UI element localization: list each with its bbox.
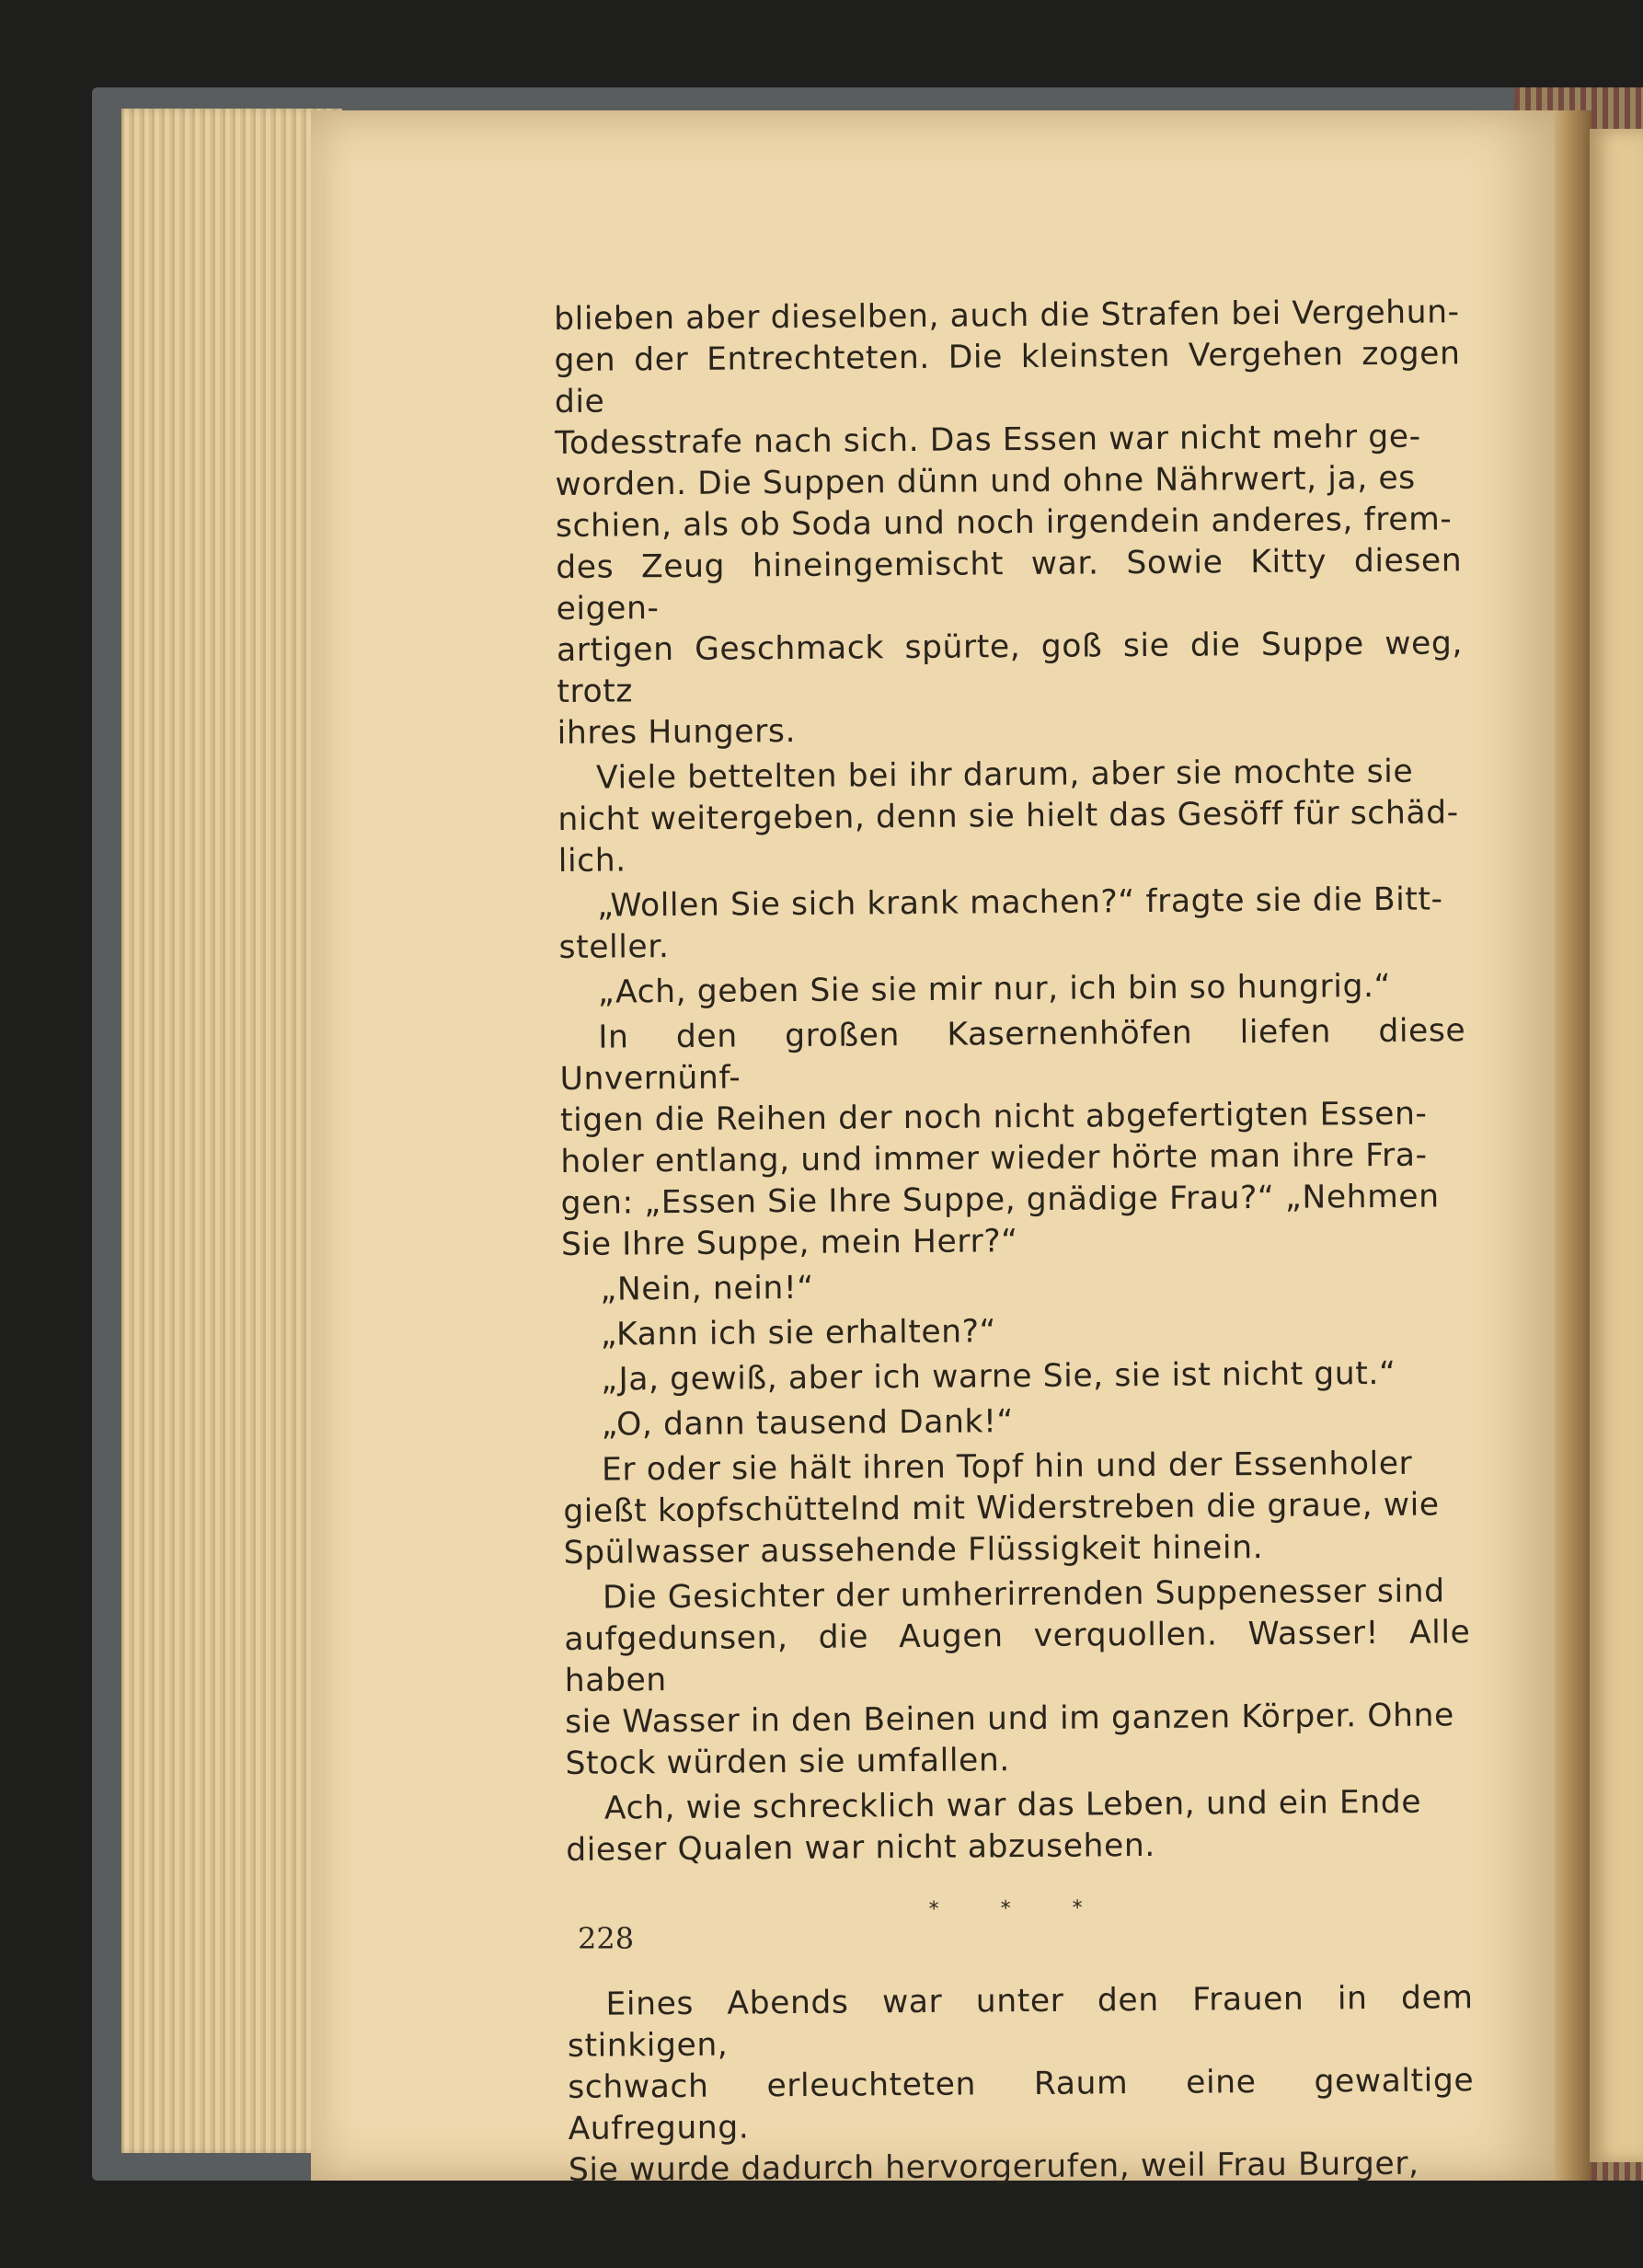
text-line: Eines Abends war unter den Frauen in dem stinkigen, <box>567 1979 1474 2065</box>
text-line: dieser Qualen war nicht abzusehen. <box>566 1826 1156 1869</box>
text-line: schwach erleuchteten Raum eine gewaltige Aufregung. <box>568 2062 1475 2147</box>
text-line: gen der Entrechteten. Die kleinsten Vergehen zogen die <box>554 335 1461 420</box>
paragraph <box>563 1443 1470 1574</box>
text-line: Ach, wie schrecklich war das Leben, und ein Ende <box>603 1783 1422 1827</box>
text-block-main <box>554 292 1472 1871</box>
text-block-after-separator <box>567 1977 1475 2192</box>
paragraph <box>557 751 1465 882</box>
text-line: tigen die Reihen der noch nicht abgefertigten Essen- <box>559 1095 1428 1139</box>
paragraph <box>559 965 1465 1014</box>
text-line: In den großen Kasernenhöfen liefen diese Unvernünf- <box>559 1012 1466 1098</box>
paragraph <box>558 879 1465 969</box>
page-number: 228 <box>578 1921 635 1956</box>
paragraph <box>559 1010 1467 1266</box>
paragraph <box>554 292 1464 754</box>
text-line: worden. Die Suppen dünn und ohne Nährwert, ja, es <box>555 459 1416 503</box>
text-line: artigen Geschmack spürte, goß sie die Suppe weg, trotz <box>556 625 1464 710</box>
text-line: „Ach, geben Sie sie mir nur, ich bin so hungrig.“ <box>597 967 1392 1011</box>
text-line: „Nein, nein!“ <box>600 1269 814 1308</box>
paragraph <box>561 1262 1467 1311</box>
paragraph <box>567 1977 1475 2192</box>
text-line: gen: „Essen Sie Ihre Suppe, gnädige Frau?“ „Nehmen <box>560 1178 1440 1222</box>
text-line: schien, als ob Soda und noch irgendein anderes, frem- <box>555 501 1453 545</box>
page-gutter <box>1555 110 1591 2181</box>
text-line: Todesstrafe nach sich. Das Essen war nicht mehr ge- <box>555 418 1421 462</box>
text-line: sie Wasser in den Beinen und im ganzen Körper. Ohne <box>564 1697 1454 1741</box>
paragraph <box>562 1307 1468 1356</box>
text-line: gießt kopfschüttelnd mit Widerstreben die graue, wie <box>563 1486 1440 1530</box>
paragraph <box>564 1571 1472 1785</box>
text-line: nicht weitergeben, denn sie hielt das Gesöff für schäd- <box>557 794 1459 838</box>
text-line: steller. <box>558 928 670 966</box>
paragraph <box>562 1353 1468 1401</box>
text-line: aufgedunsen, die Augen verquollen. Wasser! Alle haben <box>564 1614 1471 1699</box>
text-line: holer entlang, und immer wieder hörte man ihre Fra- <box>560 1136 1428 1180</box>
text-line: Viele bettelten bei ihr darum, aber sie mochte sie <box>595 753 1414 797</box>
text-line: Sie wurde dadurch hervorgerufen, weil Frau Burger, <box>568 2145 1419 2189</box>
text-line: „O, dann tausend Dank!“ <box>601 1403 1015 1444</box>
text-line: des Zeug hineingemischt war. Sowie Kitty diesen eigen- <box>556 542 1463 627</box>
text-line: „Wollen Sie sich krank machen?“ fragte sie die Bitt- <box>597 881 1443 925</box>
text-line: blieben aber dieselben, auch die Strafen bei Vergehun- <box>554 294 1460 338</box>
paragraph <box>566 1781 1473 1871</box>
text-line: Spülwasser aussehende Flüssigkeit hinein. <box>563 1528 1264 1571</box>
text-line: Die Gesichter der umherirrenden Suppenesser sind <box>602 1572 1445 1617</box>
text-line: „Kann ich sie erhalten?“ <box>600 1313 997 1353</box>
section-separator: * * * <box>928 1896 1110 1921</box>
page-text <box>554 292 1475 2192</box>
text-line: Sie Ihre Suppe, mein Herr?“ <box>560 1223 1018 1263</box>
page-edges <box>121 109 342 2153</box>
text-line: „Ja, gewiß, aber ich warne Sie, sie ist nicht gut.“ <box>601 1354 1396 1399</box>
text-line: lich. <box>557 842 626 880</box>
facing-page-edge <box>1590 129 1643 2162</box>
text-line: ihres Hungers. <box>557 712 797 752</box>
text-line: Er oder sie hält ihren Topf hin und der Essenholer <box>601 1445 1413 1489</box>
paragraph <box>562 1398 1468 1446</box>
text-line: Stock würden sie umfallen. <box>565 1742 1011 1782</box>
